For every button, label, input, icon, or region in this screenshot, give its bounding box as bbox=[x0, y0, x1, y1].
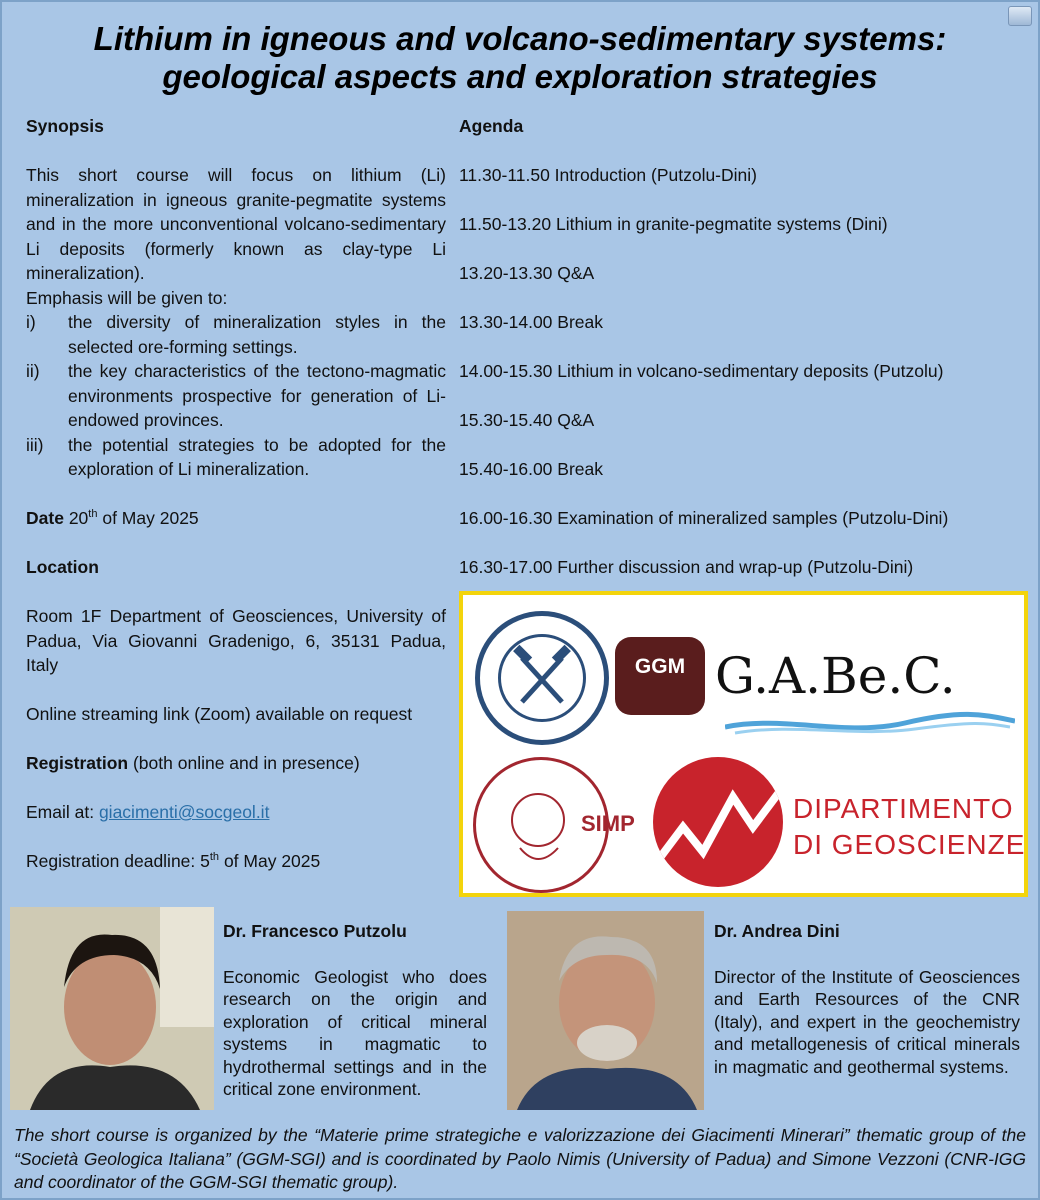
wave-graphic bbox=[725, 711, 1015, 737]
speaker2-name: Dr. Andrea Dini bbox=[714, 921, 840, 941]
date-suffix: th bbox=[88, 508, 98, 521]
agenda-item: 11.30-11.50 Introduction (Putzolu-Dini) bbox=[459, 165, 757, 185]
mountain-icon bbox=[653, 757, 783, 887]
agenda-column bbox=[459, 114, 1039, 604]
left-column bbox=[26, 114, 446, 874]
speaker1-description: Economic Geologist who does research on the origin and exploration of critical mineral systems in magmatic to hydrothermal settings and in the critical zone environment. bbox=[223, 966, 487, 1099]
registration-label: Registration bbox=[26, 753, 129, 773]
sponsor-logos-panel bbox=[459, 591, 1028, 897]
synopsis-item: iii) the potential strategies to be adopted for the exploration of Li mineralization. bbox=[26, 434, 446, 479]
speaker1-name: Dr. Francesco Putzolu bbox=[223, 921, 407, 941]
date-day: 20 bbox=[68, 508, 89, 528]
synopsis-heading: Synopsis bbox=[26, 116, 104, 136]
online-streaming-note: Online streaming link (Zoom) available on request bbox=[26, 704, 413, 724]
ggm-logo: GGM bbox=[615, 637, 705, 715]
synopsis-item: ii) the key characteristics of the tectono-magmatic environments prospective for generation of Li-endowed provinces. bbox=[26, 361, 446, 430]
dipartimento-logo bbox=[653, 757, 783, 887]
speaker2-description: Director of the Institute of Geosciences and Earth Resources of the CNR (Italy), and expert in the geochemistry and metallogenesis of critical minerals in magmatic and geothermal systems. bbox=[714, 966, 1020, 1077]
registration-deadline: Registration deadline: 5th of May 2025 bbox=[26, 851, 321, 871]
speaker1-bio bbox=[223, 920, 487, 1101]
title-line-2: geological aspects and exploration strategies bbox=[162, 58, 878, 95]
speaker2-bio bbox=[714, 920, 1020, 1078]
synopsis-emphasis: Emphasis will be given to: bbox=[26, 287, 228, 308]
agenda-item: 13.30-14.00 Break bbox=[459, 312, 603, 332]
agenda-heading: Agenda bbox=[459, 116, 524, 136]
dipartimento-label: DIPARTIMENTO DI GEOSCIENZE bbox=[793, 793, 1026, 860]
agenda-item: 16.00-16.30 Examination of mineralized samples (Putzolu-Dini) bbox=[459, 508, 949, 528]
synopsis-intro: This short course will focus on lithium (Li) mineralization in igneous granite-pegmatite systems and in the more unconventional volcano-sedimentary Li deposits (formerly known as clay-type Li mineralization). bbox=[26, 165, 446, 283]
sgi-logo bbox=[475, 611, 609, 745]
date-label: Date bbox=[26, 508, 64, 528]
agenda-item: 13.20-13.30 Q&A bbox=[459, 263, 595, 283]
crossed-hammers-icon bbox=[480, 616, 604, 740]
gabec-logo: G.A.Be.C. bbox=[715, 647, 956, 705]
location-heading: Location bbox=[26, 557, 99, 577]
registration-note: (both online and in presence) bbox=[132, 753, 360, 773]
agenda-item: 16.30-17.00 Further discussion and wrap-up (Putzolu-Dini) bbox=[459, 557, 914, 577]
date-rest: of May 2025 bbox=[102, 508, 199, 528]
email-label: Email at: bbox=[26, 802, 95, 822]
registration-line bbox=[26, 751, 446, 776]
agenda-item: 11.50-13.20 Lithium in granite-pegmatite systems (Dini) bbox=[459, 214, 888, 234]
date-line bbox=[26, 506, 446, 531]
agenda-item: 15.30-15.40 Q&A bbox=[459, 410, 595, 430]
person-portrait-icon bbox=[10, 907, 214, 1110]
agenda-item: 15.40-16.00 Break bbox=[459, 459, 603, 479]
email-link[interactable]: giacimenti@socgeol.it bbox=[98, 802, 270, 822]
speaker2-photo bbox=[507, 911, 704, 1110]
title-line-1: Lithium in igneous and volcano-sedimentary systems: bbox=[93, 20, 947, 57]
speaker1-photo bbox=[10, 907, 214, 1110]
agenda-item: 14.00-15.30 Lithium in volcano-sedimentary deposits (Putzolu) bbox=[459, 361, 944, 381]
person-portrait-icon bbox=[507, 911, 704, 1110]
page-title bbox=[20, 20, 1020, 96]
location-address: Room 1F Department of Geosciences, University of Padua, Via Giovanni Gradenigo, 6, 35131 Padua, Italy bbox=[26, 606, 446, 675]
synopsis-item: i) the diversity of mineralization styles in the selected ore-forming settings. bbox=[26, 312, 446, 357]
email-line bbox=[26, 800, 446, 825]
simp-label: SIMP bbox=[581, 811, 635, 836]
organizer-note: The short course is organized by the “Materie prime strategiche e valorizzazione dei Giacimenti Minerari” thematic group of the “Società Geologica Italiana” (GGM-SGI) and is coordinated by Paolo Nimis (University of Padua) and Simone Vezzoni (CNR-IGG and coordinator of the GGM-SGI thematic group). bbox=[14, 1125, 1026, 1192]
